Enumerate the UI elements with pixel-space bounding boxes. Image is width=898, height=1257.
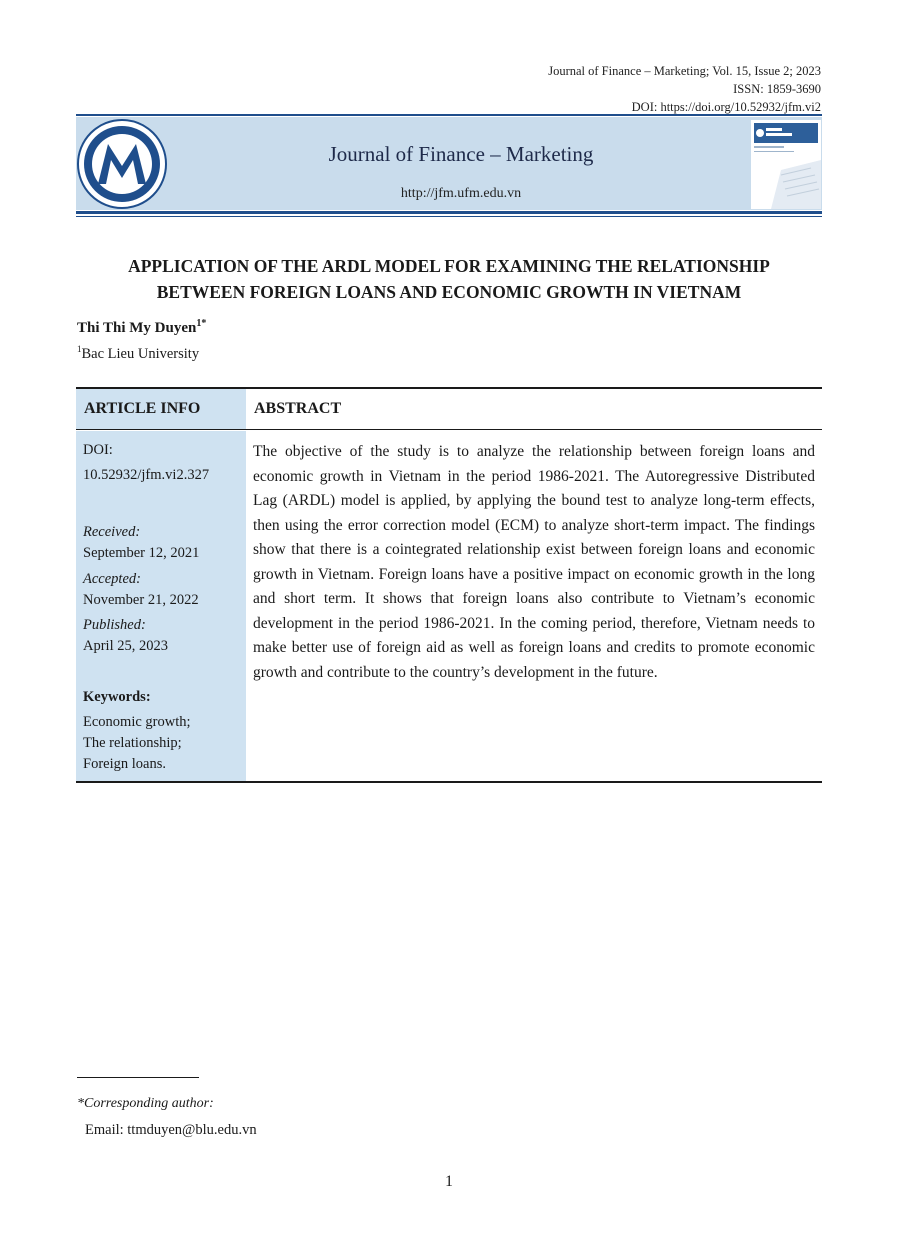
accepted-date: November 21, 2022 xyxy=(83,592,199,608)
corresponding-author-email[interactable]: Email: ttmduyen@blu.edu.vn xyxy=(85,1122,257,1138)
article-info-heading: ARTICLE INFO xyxy=(84,400,201,417)
accepted-label: Accepted: xyxy=(83,571,141,587)
doi-value[interactable]: 10.52932/jfm.vi2.327 xyxy=(83,467,210,483)
received-date: September 12, 2021 xyxy=(83,545,200,561)
table-header-rule-light xyxy=(76,430,246,431)
footnote-rule xyxy=(77,1077,199,1078)
page-number: 1 xyxy=(445,1173,453,1190)
corresponding-author-label: *Corresponding author: xyxy=(77,1096,214,1111)
author-affiliation xyxy=(77,344,199,363)
journal-doi[interactable]: DOI: https://doi.org/10.52932/jfm.vi2 xyxy=(631,100,821,114)
article-title-line-1: APPLICATION OF THE ARDL MODEL FOR EXAMINING THE RELATIONSHIP xyxy=(128,256,770,276)
banner-bottom-rule xyxy=(76,211,822,214)
keyword-item: The relationship; xyxy=(83,735,182,751)
article-title-line-2: BETWEEN FOREIGN LOANS AND ECONOMIC GROWTH IN VIETNAM xyxy=(156,282,742,302)
received-label: Received: xyxy=(83,524,141,540)
article-title xyxy=(60,253,838,305)
affiliation-text: Bac Lieu University xyxy=(81,345,200,362)
doi-label: DOI: xyxy=(83,442,113,458)
journal-logo-icon xyxy=(76,118,168,210)
banner-top-rule xyxy=(76,114,822,116)
journal-url[interactable]: http://jfm.ufm.edu.vn xyxy=(400,186,522,201)
journal-cover-thumbnail xyxy=(751,120,821,209)
journal-issn: ISSN: 1859-3690 xyxy=(733,82,821,96)
keyword-item: Economic growth; xyxy=(83,714,191,730)
journal-name: Journal of Finance – Marketing xyxy=(328,142,594,166)
abstract-text: The objective of the study is to analyze the relationship between foreign loans and economic growth in Vietnam in the period 1986-2021. The Autoregressive Distributed Lag (ARDL) model is applied, by applying the bound test to analyze long-term effects, then using the error correction model (ECM) to analyze short-term impact. The findings show that there is a cointegrated relationship exist between foreign loans and economic growth in Vietnam. Foreign loans have a positive impact on economic growth in the long and short term. It shows that foreign loans also contribute to Vietnam’s economic development in the period 1986-2021. In the coming period, therefore, Vietnam needs to make better use of foreign aid as well as foreign loans and credits to promote economic growth and contribute to the country’s development in the future. xyxy=(253,443,815,681)
table-bottom-rule xyxy=(76,781,822,783)
author-superscript: 1* xyxy=(196,318,207,329)
abstract-heading: ABSTRACT xyxy=(254,400,342,417)
affiliation-superscript: 1 xyxy=(77,344,82,354)
author-name-text: Thi Thi My Duyen xyxy=(77,320,197,336)
keyword-item: Foreign loans. xyxy=(83,756,166,772)
journal-citation: Journal of Finance – Marketing; Vol. 15, Issue 2; 2023 xyxy=(548,64,821,78)
keywords-label: Keywords: xyxy=(83,689,151,705)
banner-bottom-rule-thin xyxy=(76,216,822,217)
author-name xyxy=(77,318,206,337)
published-label: Published: xyxy=(83,617,146,633)
published-date: April 25, 2023 xyxy=(83,638,168,654)
